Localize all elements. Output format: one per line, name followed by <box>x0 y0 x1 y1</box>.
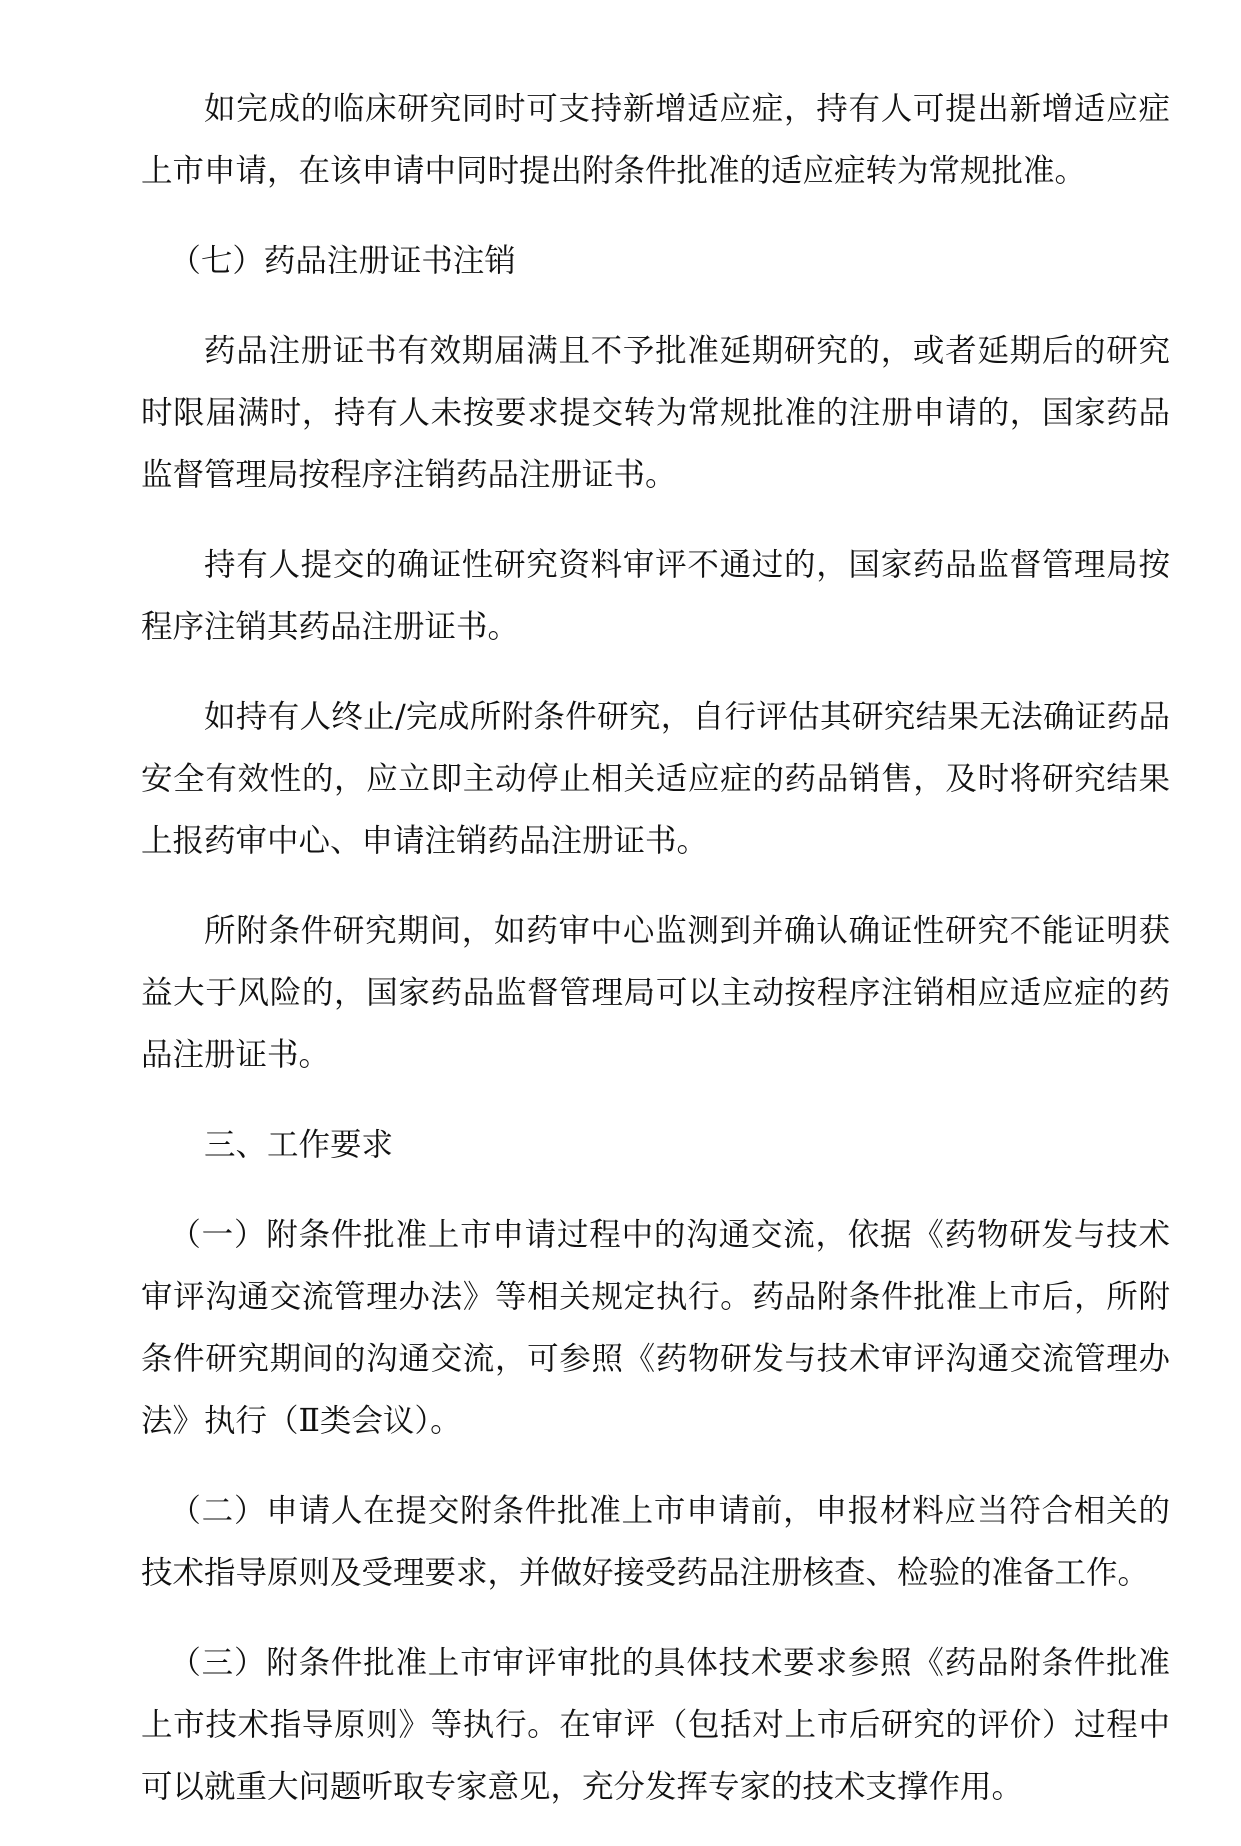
paragraph-application-materials: （二）申请人在提交附条件批准上市申请前，申报材料应当符合相关的技术指导原则及受理要求，并做好接受药品注册核查、检验的准备工作。 <box>141 1493 1170 1591</box>
paragraph-certificate-expiry: 药品注册证书有效期届满且不予批准延期研究的，或者延期后的研究时限届满时，持有人未按要求提交转为常规批准的注册申请的，国家药品监督管理局按程序注销药品注册证书。 <box>141 333 1170 493</box>
paragraph-holder-termination: 如持有人终止/完成所附条件研究，自行评估其研究结果无法确证药品安全有效性的，应立即主动停止相关适应症的药品销售，及时将研究结果上报药审中心、申请注销药品注册证书。 <box>141 699 1170 859</box>
paragraph-new-indication-application: 如完成的临床研究同时可支持新增适应症，持有人可提出新增适应症上市申请，在该申请中同时提出附条件批准的适应症转为常规批准。 <box>141 91 1170 189</box>
paragraph-communication-exchange: （一）附条件批准上市申请过程中的沟通交流，依据《药物研发与技术审评沟通交流管理办法》等相关规定执行。药品附条件批准上市后，所附条件研究期间的沟通交流，可参照《药物研发与技术审评沟通交流管理办法》执行（Ⅱ类会议）。 <box>141 1217 1170 1439</box>
paragraph-review-failed: 持有人提交的确证性研究资料审评不通过的，国家药品监督管理局按程序注销其药品注册证书。 <box>141 547 1170 645</box>
section-heading-work-requirements: 三、工作要求 <box>204 1127 394 1163</box>
paragraph-technical-requirements: （三）附条件批准上市审评审批的具体技术要求参照《药品附条件批准上市技术指导原则》等执行。在审评（包括对上市后研究的评价）过程中可以就重大问题听取专家意见，充分发挥专家的技术支撑作用。 <box>141 1645 1170 1805</box>
document-body <box>141 78 1170 1846</box>
section-heading-certificate-cancellation: （七）药品注册证书注销 <box>169 243 516 279</box>
paragraph-risk-benefit-cancellation: 所附条件研究期间，如药审中心监测到并确认确证性研究不能证明获益大于风险的，国家药品监督管理局可以主动按程序注销相应适应症的药品注册证书。 <box>141 913 1170 1073</box>
